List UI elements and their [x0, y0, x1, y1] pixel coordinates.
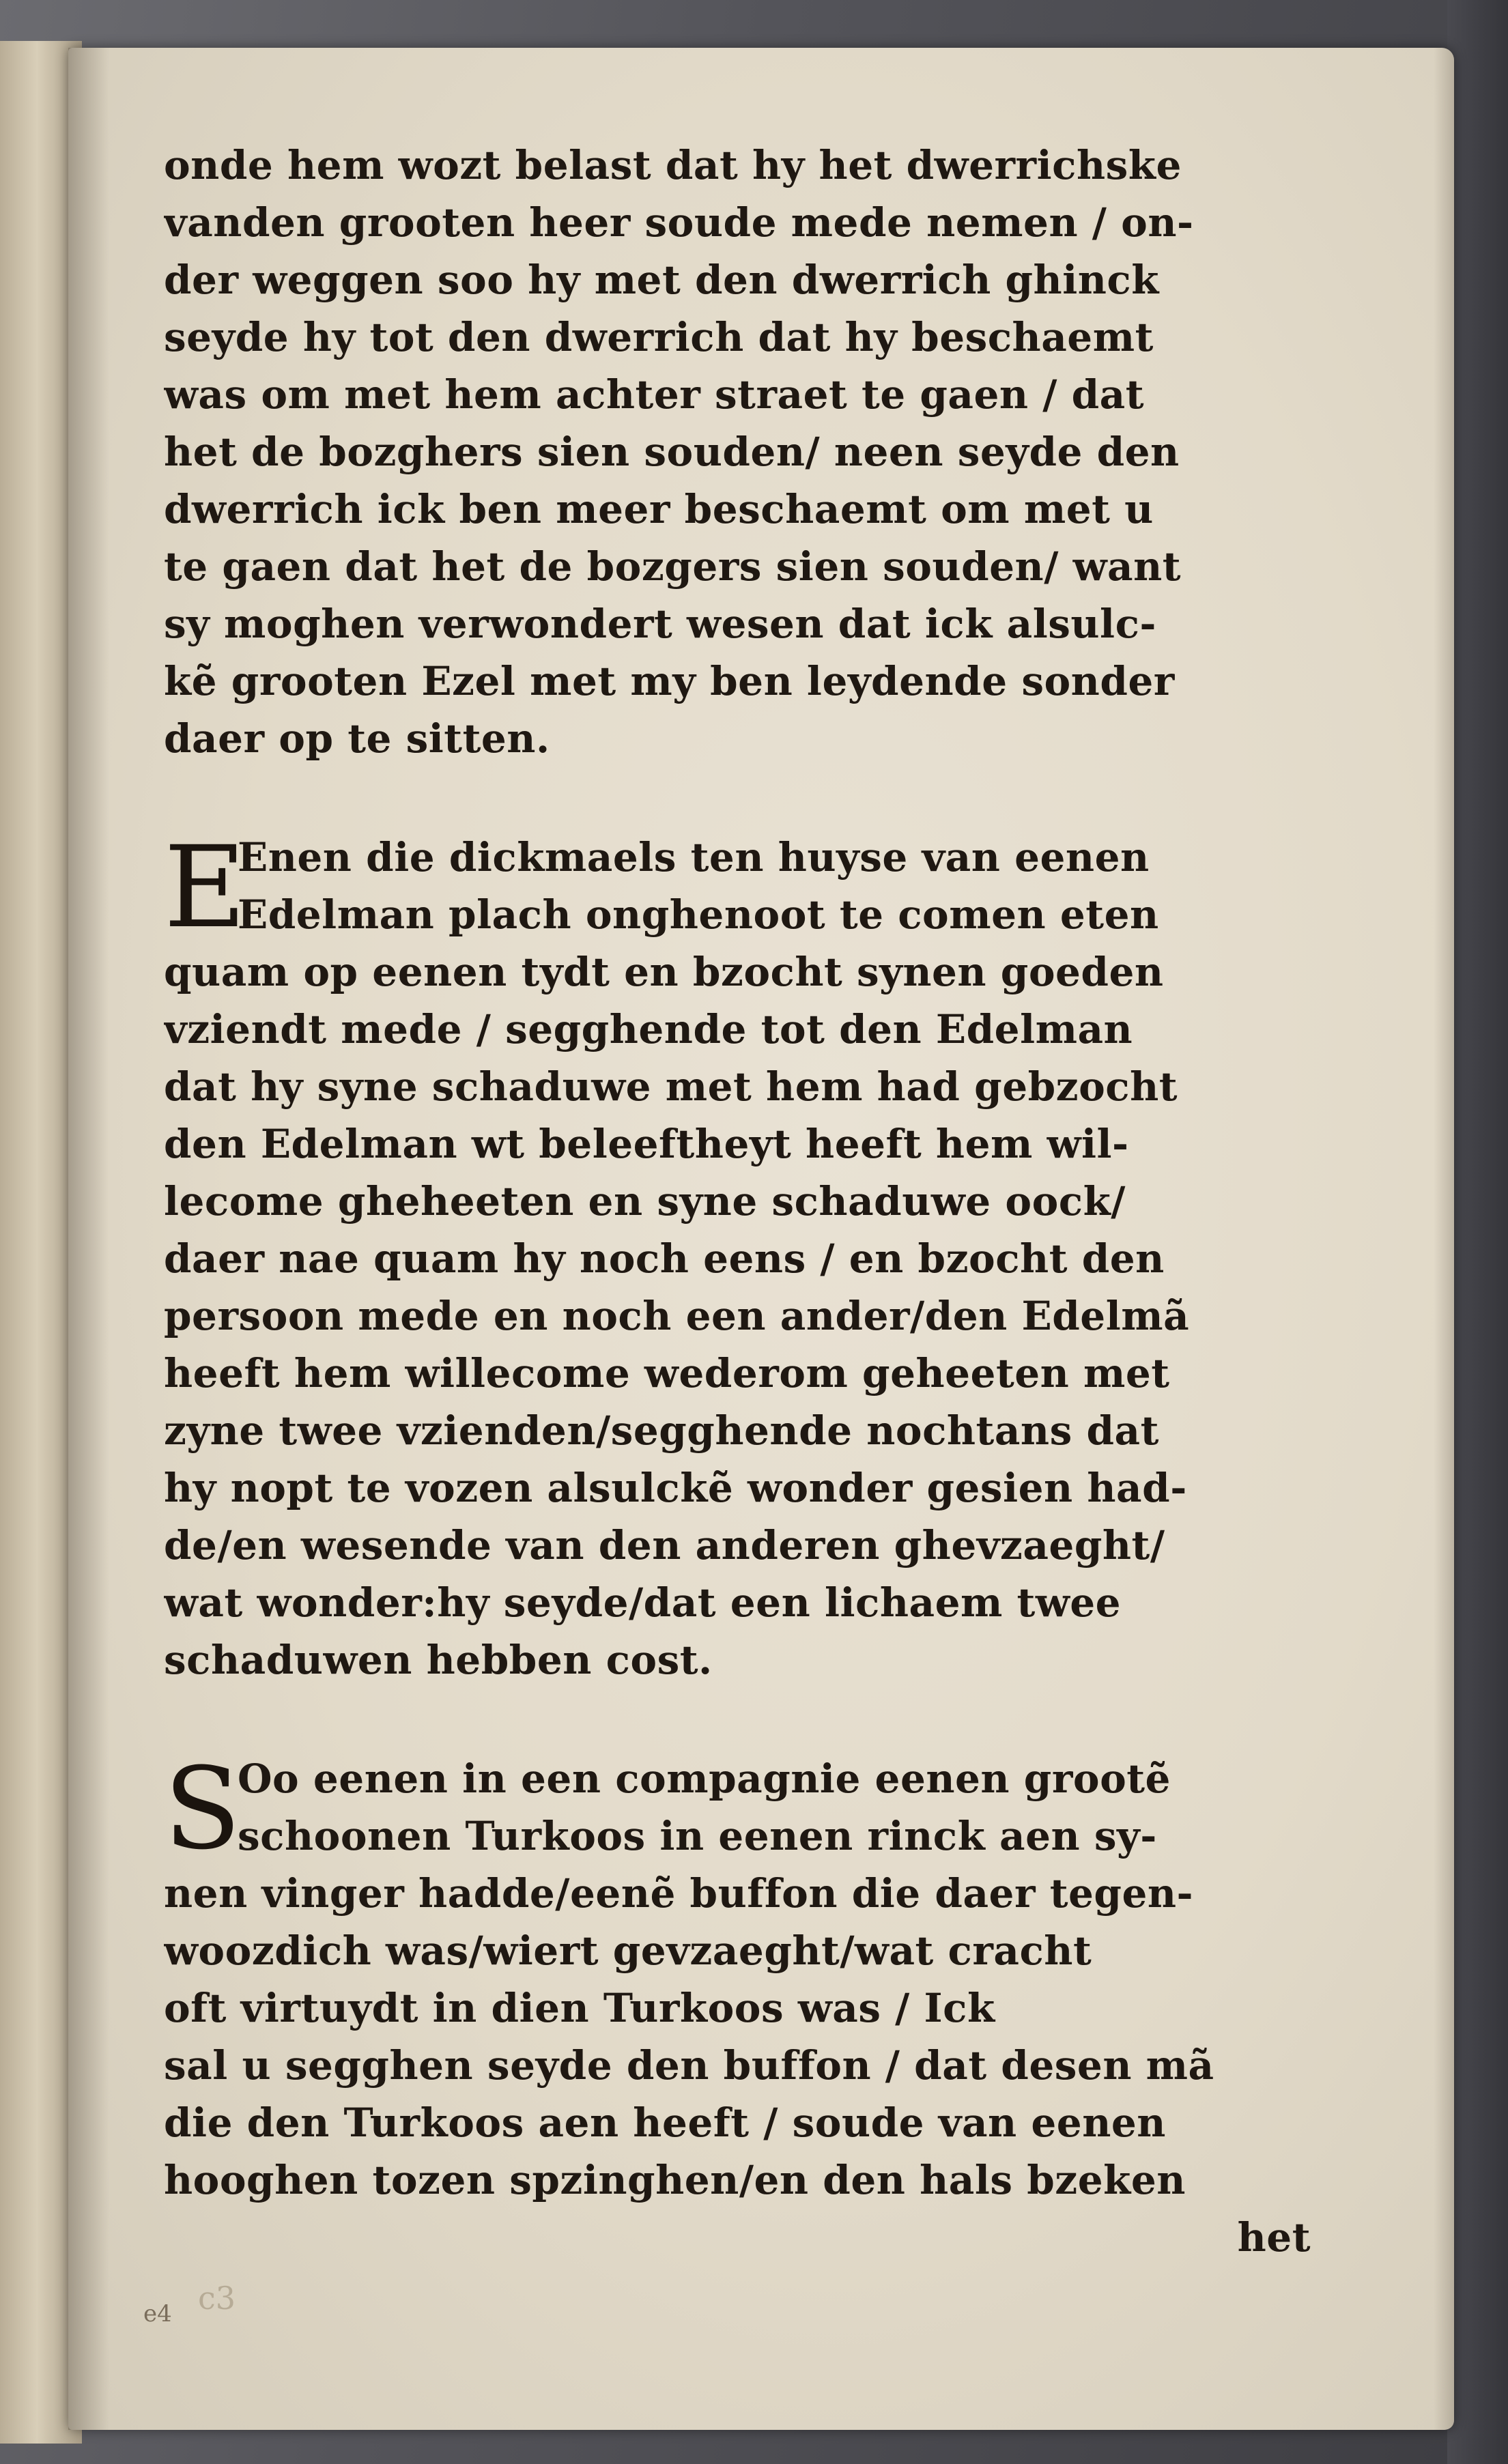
text-line: die den Turkoos aen heeft / soude van eenen	[164, 2100, 1166, 2146]
text-line: vanden grooten heer soude mede nemen / on-	[164, 199, 1194, 246]
text-line: oft virtuydt in dien Turkoos was / Ick	[164, 1985, 995, 2031]
text-line: daer nae quam hy noch eens / en bzocht den	[164, 1235, 1165, 1282]
background-cloth-right	[1447, 0, 1508, 2464]
page-gutter-shadow	[68, 48, 109, 2430]
text-line: dat hy syne schaduwe met hem had gebzocht	[164, 1063, 1178, 1110]
text-line: lecome gheheeten en syne schaduwe oock/	[164, 1178, 1126, 1224]
text-line: quam op eenen tydt en bzocht synen goeden	[164, 949, 1164, 995]
text-line: sal u segghen seyde den buffon / dat desen mã	[164, 2042, 1214, 2089]
text-line: woozdich was/wiert gevzaeght/wat cracht	[164, 1928, 1092, 1974]
margin-mark: c3	[198, 2280, 236, 2317]
text-line: te gaen dat het de bozgers sien souden/ want	[164, 543, 1182, 590]
text-line: schoonen Turkoos in eenen rinck aen sy-	[238, 1813, 1157, 1859]
paragraph-3	[164, 1743, 1311, 2266]
paragraph-1	[164, 137, 1311, 767]
text-line: dwerrich ick ben meer beschaemt om met u	[164, 486, 1154, 532]
text-line: hy nopt te vozen alsulckẽ wonder gesien had-	[164, 1465, 1187, 1511]
text-line: het de bozghers sien souden/ neen seyde den	[164, 429, 1180, 475]
signature-mark: e4	[143, 2300, 172, 2327]
text-line: onde hem wozt belast dat hy het dwerrichske	[164, 142, 1182, 188]
text-line: den Edelman wt beleeftheyt heeft hem wil-	[164, 1121, 1129, 1167]
catchword: het	[1237, 2214, 1311, 2261]
text-line: Edelman plach onghenoot te comen eten	[238, 891, 1159, 938]
book-page	[68, 48, 1454, 2430]
text-line: daer op te sitten.	[164, 715, 550, 762]
text-line: nen vinger hadde/eenẽ buffon die daer tegen-	[164, 1870, 1194, 1917]
text-line: heeft hem willecome wederom geheeten met	[164, 1350, 1170, 1396]
text-line: persoon mede en noch een ander/den Edelmã	[164, 1293, 1190, 1339]
text-line: der weggen soo hy met den dwerrich ghinck	[164, 257, 1159, 303]
text-line: hooghen tozen spzinghen/en den hals bzeken	[164, 2157, 1186, 2203]
text-block	[164, 137, 1311, 2266]
text-line: wat wonder:hy seyde/dat een lichaem twee	[164, 1579, 1122, 1626]
text-line: Oo eenen in een compagnie eenen grootẽ	[238, 1756, 1171, 1802]
text-line: sy moghen verwondert wesen dat ick alsulc-	[164, 601, 1156, 647]
text-line: schaduwen hebben cost.	[164, 1637, 713, 1683]
drop-cap: S	[164, 1743, 242, 1874]
text-line: was om met hem achter straet te gaen / dat	[164, 371, 1145, 418]
text-line: de/en wesende van den anderen ghevzaeght/	[164, 1522, 1165, 1568]
paragraph-2	[164, 822, 1311, 1689]
text-line: kẽ grooten Ezel met my ben leydende sonder	[164, 658, 1175, 704]
text-line: Enen die dickmaels ten huyse van eenen	[238, 834, 1150, 880]
text-line: seyde hy tot den dwerrich dat hy beschaemt	[164, 314, 1154, 360]
text-line: zyne twee vzienden/segghende nochtans dat	[164, 1407, 1159, 1454]
page-fore-edge	[1434, 48, 1454, 2430]
drop-cap: E	[164, 822, 246, 953]
text-line: vziendt mede / segghende tot den Edelman	[164, 1006, 1133, 1052]
